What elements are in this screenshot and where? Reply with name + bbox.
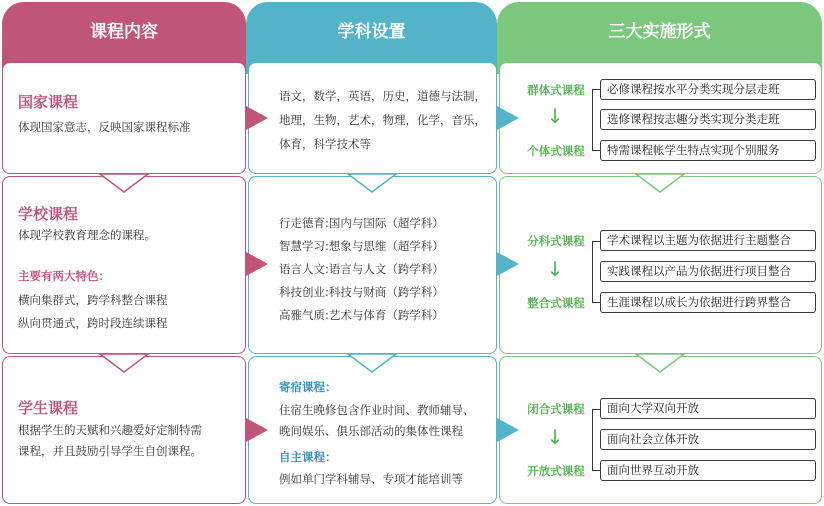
boarding-course-title: 寄宿课程：	[279, 380, 337, 394]
national-course-title: 国家课程	[18, 93, 79, 111]
subjects-line: 行走德育:国内与国际（超学科）	[279, 216, 444, 230]
school-course-title: 学校课程	[18, 205, 79, 223]
subjects-line: 语言人文:语言与人文（跨学科）	[279, 262, 444, 276]
right-arrow-icon	[246, 106, 268, 130]
student-course-desc: 根据学生的天赋和兴趣爱好定制特需	[18, 423, 202, 437]
form-box: 特需课程帐学生特点实现个别服务	[600, 140, 816, 161]
form-label-top: 闭合式课程	[527, 402, 585, 416]
subjects-line: 智慧学习:想象与思维（超学科）	[279, 239, 444, 253]
right-arrow-icon	[246, 418, 268, 442]
down-arrow-icon: ↓	[546, 257, 564, 281]
school-course-desc: 体现学校教育理念的课程。	[18, 228, 156, 242]
autonomous-course-title: 自主课程：	[279, 450, 337, 464]
form-label-bottom: 整合式课程	[527, 296, 585, 310]
form-box: 学术课程以主题为依据进行主题整合	[600, 230, 816, 251]
form-label-bottom: 开放式课程	[527, 464, 585, 478]
form-box: 生涯课程以成长为依据进行跨界整合	[600, 292, 816, 313]
right-arrow-icon	[246, 252, 268, 276]
down-notch	[636, 354, 684, 372]
school-feature-title: 主要有两大特色：	[18, 269, 110, 283]
down-notch	[636, 174, 684, 192]
right-arrow-icon	[497, 418, 519, 442]
subjects-line: 科技创业:科技与财商（跨学科）	[279, 285, 444, 299]
form-label-top: 分科式课程	[527, 234, 585, 248]
subjects-line: 体育，科学技术等	[279, 137, 371, 151]
down-arrow-icon: ↓	[546, 104, 564, 128]
down-arrow-icon: ↓	[546, 425, 564, 449]
down-notch	[100, 174, 148, 192]
subjects-line: 语文，数学，英语，历史，道德与法制，	[279, 89, 486, 103]
form-box: 选修课程按志趣分类实现分类走班	[600, 109, 816, 130]
down-notch	[100, 354, 148, 372]
student-course-desc: 课程，并且鼓励引导学生自创课程。	[18, 444, 202, 458]
school-feature-line: 横向集群式，跨学科整合课程	[18, 293, 168, 307]
form-box: 必修课程按水平分类实现分层走班	[600, 79, 816, 100]
school-feature-line: 纵向贯通式，跨时段连续课程	[18, 316, 168, 330]
national-course-desc: 体现国家意志，反映国家课程标准	[18, 120, 191, 134]
form-label-bottom: 个体式课程	[527, 144, 585, 158]
right-arrow-icon	[497, 106, 519, 130]
form-box: 面向世界互动开放	[600, 460, 816, 481]
header-subject-setting: 学科设置	[246, 2, 497, 74]
form-box: 实践课程以产品为依据进行项目整合	[600, 261, 816, 282]
form-label-top: 群体式课程	[527, 83, 585, 97]
subjects-line: 住宿生晚修包含作业时间、教师辅导、	[279, 403, 475, 417]
down-notch	[348, 174, 396, 192]
down-notch	[348, 354, 396, 372]
header-course-content: 课程内容	[2, 2, 246, 74]
form-box: 面向大学双向开放	[600, 398, 816, 419]
subjects-line: 例如单门学科辅导、专项才能培训等	[279, 472, 463, 486]
right-arrow-icon	[497, 252, 519, 276]
student-course-title: 学生课程	[18, 399, 79, 417]
form-box: 面向社会立体开放	[600, 429, 816, 450]
subjects-line: 地理，生物，艺术，物理，化学，音乐，	[279, 113, 486, 127]
subjects-line: 高雅气质:艺术与体育（跨学科）	[279, 308, 444, 322]
subjects-line: 晚间娱乐、俱乐部活动的集体性课程	[279, 424, 463, 438]
header-implementation-forms: 三大实施形式	[497, 2, 822, 74]
